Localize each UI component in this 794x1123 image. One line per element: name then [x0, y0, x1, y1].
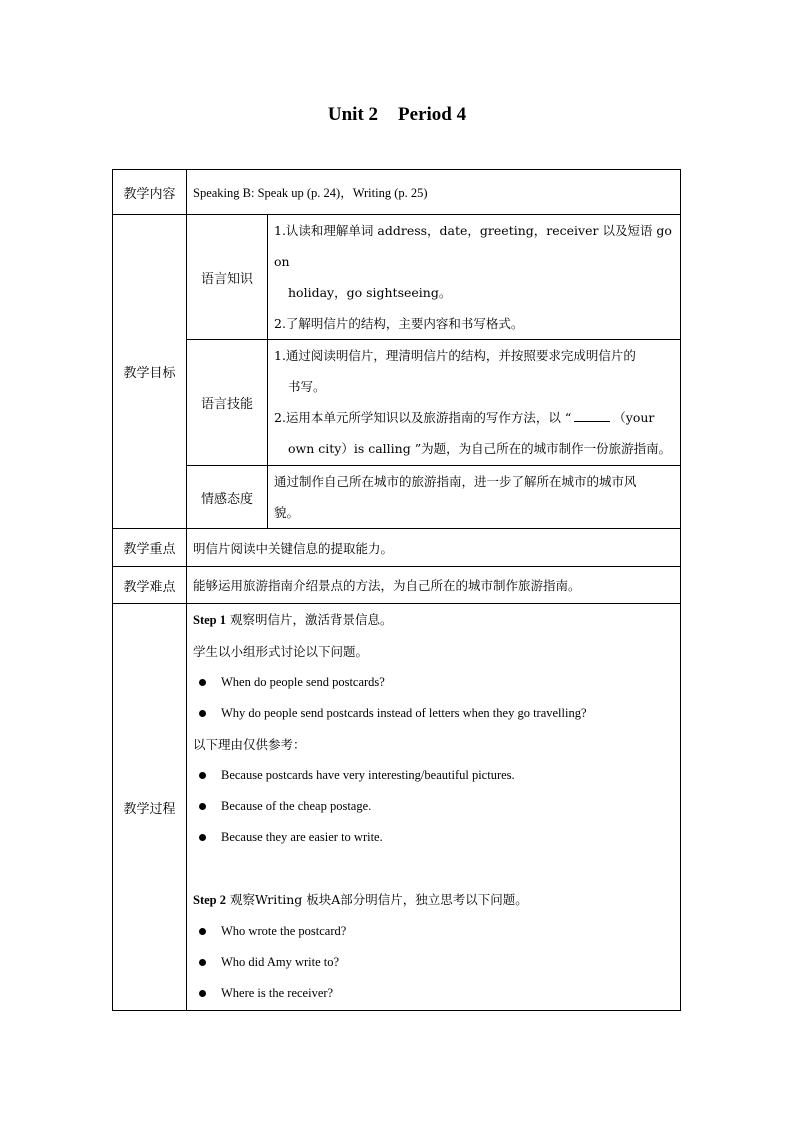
step2-heading [193, 884, 674, 916]
bullet-icon [199, 803, 206, 810]
knowledge-line-1b: on [274, 254, 290, 269]
list-item [193, 822, 674, 853]
skills-line-2a-pre: 2.运用本单元所学知识以及旅游指南的写作方法，以 “ [274, 410, 572, 425]
skills-label: 语言技能 [187, 340, 268, 466]
list-item [193, 791, 674, 822]
bullet-icon [199, 834, 206, 841]
spacer [193, 853, 674, 884]
focus-text: 明信片阅读中关键信息的提取能力。 [187, 529, 681, 567]
list-item [193, 947, 674, 978]
knowledge-line-1c: holiday，go sightseeing。 [288, 285, 452, 300]
period-label: Period 4 [398, 104, 467, 125]
step2-question: Who did Amy write to? [221, 955, 340, 969]
lesson-plan-table [112, 169, 681, 1011]
step1-intro: 学生以小组形式讨论以下问题。 [193, 644, 369, 659]
row-process [113, 604, 681, 1011]
step1-text: 观察明信片，激活背景信息。 [226, 612, 393, 627]
step2-title: Step 2 [193, 893, 226, 907]
attitude-line-2: 貌。 [274, 505, 300, 520]
content-label: 教学内容 [113, 170, 187, 215]
knowledge-line-1a: 1.认读和理解单词 address，date，greeting，receiver 以及短语 go [274, 223, 672, 238]
bullet-icon [199, 679, 206, 686]
unit-label: Unit 2 [327, 104, 379, 125]
page-title [0, 104, 794, 126]
list-item [193, 978, 674, 1009]
step2-question: Where is the receiver? [221, 986, 334, 1000]
step2-text: 观察Writing 板块A部分明信片，独立思考以下问题。 [226, 892, 528, 907]
skills-line-2a [274, 402, 674, 433]
row-knowledge [113, 215, 681, 340]
skills-line-2a-post: （your [613, 410, 655, 425]
step1-reason: Because postcards have very interesting/beautiful pictures. [221, 768, 515, 782]
bullet-icon [199, 772, 206, 779]
difficulty-text: 能够运用旅游指南介绍景点的方法，为自己所在的城市制作旅游指南。 [187, 567, 681, 604]
bullet-icon [199, 959, 206, 966]
step2-question: Who wrote the postcard? [221, 924, 347, 938]
row-attitude [113, 466, 681, 529]
step1-ref: 以下理由仅供参考： [193, 737, 306, 752]
step1-heading [193, 604, 674, 636]
step1-reason: Because of the cheap postage. [221, 799, 372, 813]
objectives-label: 教学目标 [113, 215, 187, 529]
row-content [113, 170, 681, 215]
list-item [193, 667, 674, 698]
step1-question: Why do people send postcards instead of letters when they go travelling? [221, 706, 587, 720]
knowledge-cell [268, 215, 681, 340]
attitude-line-1: 通过制作自己所在城市的旅游指南，进一步了解所在城市的城市风 [274, 474, 637, 489]
step1-question: When do people send postcards? [221, 675, 385, 689]
skills-cell [268, 340, 681, 466]
row-skills [113, 340, 681, 466]
attitude-cell [268, 466, 681, 529]
process-cell [187, 604, 681, 1011]
step1-title: Step 1 [193, 613, 226, 627]
row-focus [113, 529, 681, 567]
list-item [193, 916, 674, 947]
fill-blank [574, 409, 610, 422]
difficulty-label: 教学难点 [113, 567, 187, 604]
list-item [193, 698, 674, 729]
bullet-icon [199, 990, 206, 997]
knowledge-line-2: 2.了解明信片的结构，主要内容和书写格式。 [274, 316, 524, 331]
content-text: Speaking B: Speak up (p. 24)，Writing (p. 25) [187, 170, 681, 215]
skills-line-1a: 1.通过阅读明信片，理清明信片的结构，并按照要求完成明信片的 [274, 348, 636, 363]
knowledge-label: 语言知识 [187, 215, 268, 340]
skills-line-1b: 书写。 [288, 379, 326, 394]
focus-label: 教学重点 [113, 529, 187, 567]
attitude-label: 情感态度 [187, 466, 268, 529]
row-difficulty [113, 567, 681, 604]
list-item [193, 760, 674, 791]
process-label: 教学过程 [113, 604, 187, 1011]
bullet-icon [199, 710, 206, 717]
skills-line-2b: own city）is calling ”为题，为自己所在的城市制作一份旅游指南。 [288, 441, 672, 456]
bullet-icon [199, 928, 206, 935]
step1-reason: Because they are easier to write. [221, 830, 383, 844]
